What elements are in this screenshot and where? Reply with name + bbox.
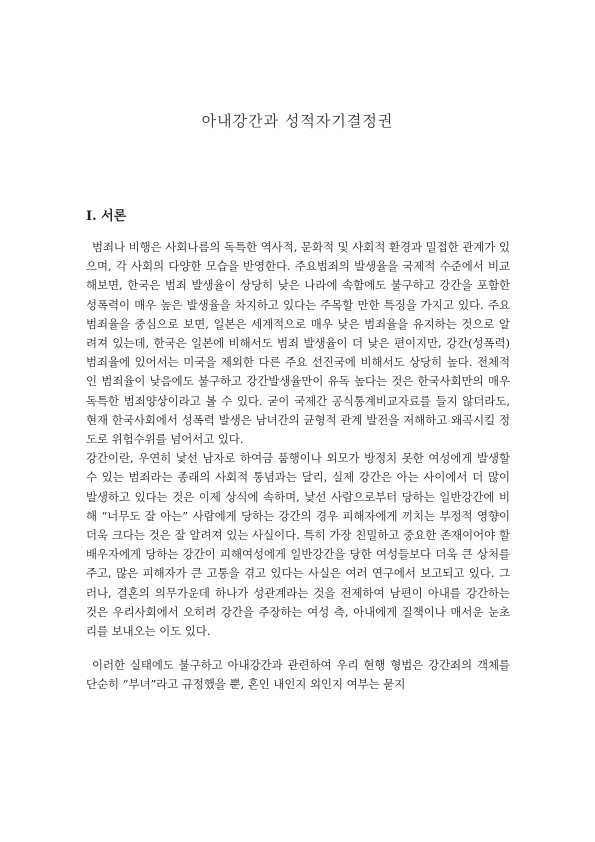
document-title: 아내강간과 성적자기결정권 <box>201 112 394 130</box>
section-heading: I. 서론 <box>86 209 127 224</box>
paragraph-3: 이러한 실태에도 불구하고 아내강간과 관련하여 우리 현행 형법은 강간죄의 객체를 단순히 “부녀”라고 규정했을 뿐, 혼인 내인지 외인지 여부는 묻지 <box>86 658 510 692</box>
paragraph-2: 강간이란, 우연히 낯선 남자로 하여금 품행이나 외모가 방정치 못한 여성에게 발생할 수 있는 범죄라는 종래의 사회적 통념과는 달리, 실제 강간은 아는 사이에서 더 많이 발생하고 있다는 것은 이제 상식에 속하며, 낯선 사람으로부터 당하는 일반강간에 비해 “너무도 잘 아는” 사람에게 당하는 강간의 경우 피해자에게 끼치는 부정적 영향이 더욱 크다는 것은 잘 알려져 있는 사실이다. 특히 가장 친밀하고 중요한 존재이어야 할 배우자에게 당하는 강간이 피해여성에게 일반강간을 당한 여성들보다 더욱 큰 상처를 주고, 많은 피해자가 큰 고통을 겪고 있다는 사실은 여러 연구에서 보고되고 있다. 그러나, 결혼의 의무가운데 하나가 성관계라는 것을 전제하여 남편이 아내를 강간하는 것은 우리사회에서 오히려 강간을 주장하는 여성 측, 아내에게 질책이나 매서운 눈초리를 보내오는 이도 있다. <box>86 451 510 639</box>
paragraph-1: 범죄나 비행은 사회나름의 독특한 역사적, 문화적 및 사회적 환경과 밀접한 관계가 있으며, 각 사회의 다양한 모습을 반영한다. 주요범죄의 발생율을 국제적 수준에서 비교해보면, 한국은 범죄 발생율이 상당히 낮은 나라에 속함에도 불구하고 강간을 포함한 성폭력이 매우 높은 발생율을 차지하고 있다는 주목할 만한 특징을 가지고 있다. 주요범죄율을 중심으로 보면, 일본은 세계적으로 매우 낮은 범죄율을 유지하는 것으로 알려져 있는데, 한국은 일본에 비해서도 범죄 발생율이 더 낮은 편이지만, 강간(성폭력) 범죄율에 있어서는 미국을 제외한 다른 주요 선진국에 비해서도 상당히 높다. 전체적인 범죄율이 낮음에도 불구하고 강간발생율만이 유독 높다는 것은 한국사회만의 매우 독특한 범죄양상이라고 볼 수 있다. 굳이 국제간 공식통계비교자료를 들지 않더라도, 현재 한국사회에서 성폭력 발생은 남녀간의 균형적 관계 발전을 저해하고 왜곡시킬 정도로 위험수위를 넘어서고 있다. <box>86 240 510 447</box>
document-body <box>86 238 510 695</box>
